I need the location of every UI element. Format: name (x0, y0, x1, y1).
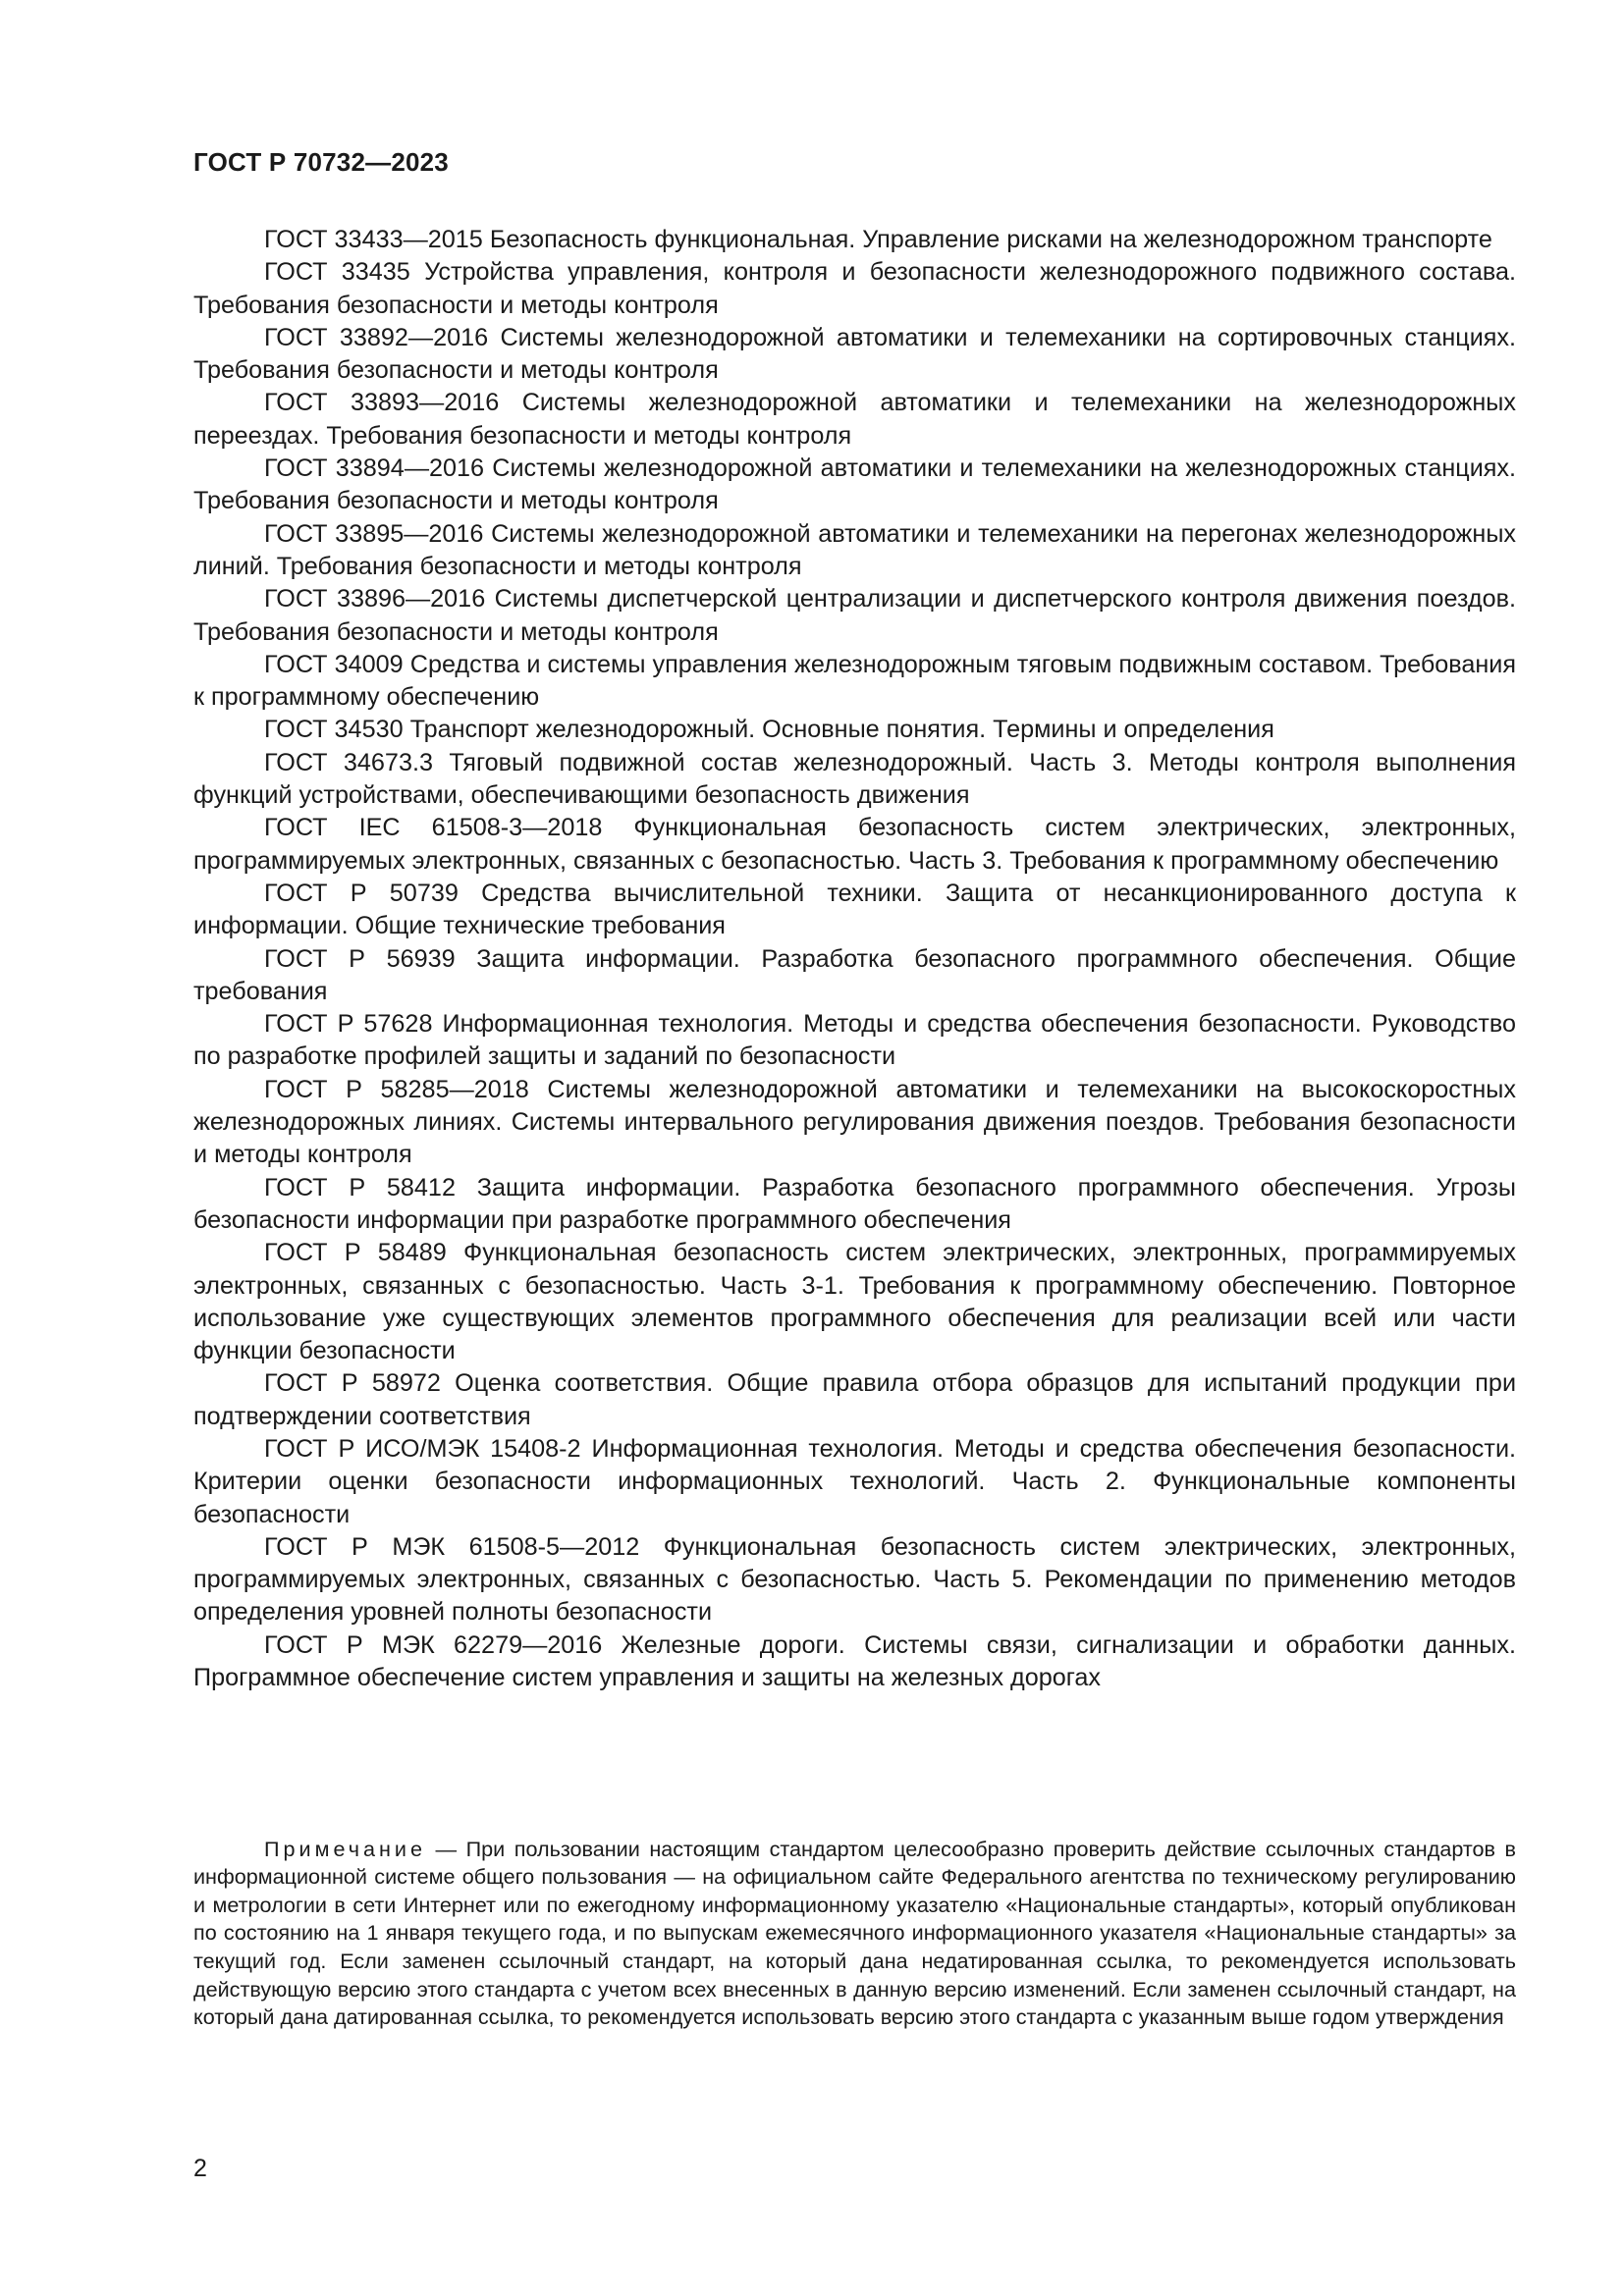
page-number: 2 (193, 2155, 207, 2182)
reference-code: ГОСТ Р 58412 (264, 1173, 456, 1201)
reference-code: ГОСТ Р МЭК 61508-5—2012 (264, 1532, 640, 1561)
reference-item (193, 1531, 1516, 1629)
reference-title: Системы железнодорожной автоматики и телемеханики на перегонах железнодорожных линий. Требования безопасности и методы контроля (193, 519, 1517, 580)
reference-item (193, 322, 1516, 388)
reference-code: ГОСТ 33896—2016 (264, 585, 486, 614)
reference-code: ГОСТ Р 57628 (264, 1010, 433, 1039)
reference-title: Устройства управления, контроля и безопасности железнодорожного подвижного состава. Требования безопасности и методы контроля (193, 258, 1517, 319)
reference-code: ГОСТ Р 58285—2018 (264, 1075, 529, 1103)
normative-references-list (193, 224, 1516, 1694)
reference-title: Средства вычислительной техники. Защита от несанкционированного доступа к информации. Общие технические требования (193, 879, 1517, 940)
reference-title: Системы железнодорожной автоматики и телемеханики на железнодорожных переездах. Требования безопасности и методы контроля (193, 389, 1516, 450)
reference-item (193, 256, 1516, 322)
reference-item (193, 224, 1516, 256)
reference-title: Системы железнодорожной автоматики и телемеханики на высокоскоростных железнодорожных линиях. Системы интервального регулирования движения поездов. Требования безопасности и методы контроля (193, 1075, 1516, 1169)
note-text: — При пользовании настоящим стандартом целесообразно проверить действие ссылочных стандартов в информационной системе общего пользования — на официальном сайте Федерального агентства по техническому регулированию и метрологии в сети Интернет или по ежегодному информационному указателю «Национальные стандарты», который опубликован по состоянию на 1 января текущего года, и по выпускам ежемесячного информационного указателя «Национальные стандарты» за текущий год. Если заменен ссылочный стандарт, на который дана недатированная ссылка, то рекомендуется использовать действующую версию этого стандарта с учетом всех внесенных в данную версию изменений. Если заменен ссылочный стандарт, на который дана датированная ссылка, то рекомендуется использовать версию этого стандарта с указанным выше годом утверждения (193, 1836, 1517, 2030)
reference-title: Защита информации. Разработка безопасного программного обеспечения. Общие требования (193, 944, 1516, 1005)
reference-item (193, 387, 1516, 453)
reference-title: Транспорт железнодорожный. Основные понятия. Термины и определения (409, 716, 1274, 744)
reference-code: ГОСТ Р 50739 (264, 879, 459, 907)
reference-item (193, 878, 1516, 943)
reference-title: Функциональная безопасность систем электрических, электронных, программируемых электронных, связанных с безопасностью. Часть 5. Рекомендации по применению методов определения уровней полноты безопасности (193, 1532, 1517, 1627)
reference-title: Функциональная безопасность систем электрических, электронных, программируемых электронных, связанных с безопасностью. Часть 3-1. Требования к программному обеспечению. Повторное использование уже существующих элементов программного обеспечения для реализации всей или части функции безопасности (193, 1239, 1517, 1365)
reference-code: ГОСТ 33435 (264, 258, 410, 287)
reference-item (193, 583, 1516, 649)
reference-item (193, 1172, 1516, 1238)
reference-title: Безопасность функциональная. Управление рисками на железнодорожном транспорте (489, 226, 1492, 253)
reference-item (193, 1367, 1516, 1433)
reference-code: ГОСТ 34673.3 (264, 748, 433, 776)
reference-title: Железные дороги. Системы связи, сигнализации и обработки данных. Программное обеспечение систем управления и защиты на железных дорогах (193, 1630, 1516, 1692)
reference-title: Системы железнодорожной автоматики и телемеханики на железнодорожных станциях. Требования безопасности и методы контроля (193, 454, 1517, 515)
reference-item (193, 812, 1516, 878)
reference-title: Тяговый подвижной состав железнодорожный. Часть 3. Методы контроля выполнения функций устройствами, обеспечивающими безопасность движения (193, 748, 1516, 810)
reference-title: Информационная технология. Методы и средства обеспечения безопасности. Руководство по разработке профилей защиты и заданий по безопасности (193, 1010, 1517, 1071)
reference-item (193, 714, 1516, 746)
reference-title: Средства и системы управления железнодорожным тяговым подвижным составом. Требования к программному обеспечению (193, 650, 1517, 712)
reference-code: ГОСТ Р 58972 (264, 1369, 441, 1398)
reference-item (193, 747, 1516, 813)
reference-item (193, 1008, 1516, 1074)
reference-code: ГОСТ Р ИСО/МЭК 15408-2 (264, 1434, 581, 1463)
reference-item (193, 1237, 1516, 1367)
reference-item (193, 518, 1516, 584)
reference-code: ГОСТ Р 56939 (264, 944, 456, 973)
reference-title: Информационная технология. Методы и средства обеспечения безопасности. Критерии оценки безопасности информационных технологий. Часть 2. Функциональные компоненты безопасности (193, 1434, 1517, 1528)
reference-title: Защита информации. Разработка безопасного программного обеспечения. Угрозы безопасности информации при разработке программного обеспечения (193, 1173, 1517, 1234)
reference-code: ГОСТ 34530 (264, 716, 404, 744)
reference-title: Системы железнодорожной автоматики и телемеханики на сортировочных станциях. Требования безопасности и методы контроля (193, 323, 1517, 385)
reference-code: ГОСТ Р 58489 (264, 1239, 447, 1267)
reference-title: Функциональная безопасность систем электрических, электронных, программируемых электронных, связанных с безопасностью. Часть 3. Требования к программному обеспечению (193, 814, 1516, 875)
reference-code: ГОСТ 33892—2016 (264, 323, 489, 351)
reference-item (193, 1629, 1516, 1695)
reference-code: ГОСТ 33895—2016 (264, 519, 484, 548)
reference-item (193, 649, 1516, 715)
reference-title: Системы диспетчерской централизации и диспетчерского контроля движения поездов. Требования безопасности и методы контроля (193, 585, 1516, 646)
reference-code: ГОСТ 34009 (264, 650, 404, 678)
reference-item (193, 1433, 1516, 1531)
reference-item (193, 1074, 1516, 1172)
note-label: Примечание (264, 1836, 426, 1861)
reference-item (193, 943, 1516, 1009)
reference-code: ГОСТ 33893—2016 (264, 389, 500, 417)
reference-title: Оценка соответствия. Общие правила отбора образцов для испытаний продукции при подтверждении соответствия (193, 1369, 1517, 1430)
reference-code: ГОСТ 33433—2015 (264, 226, 483, 253)
reference-item (193, 453, 1516, 518)
reference-code: ГОСТ 33894—2016 (264, 454, 485, 483)
document-id-header: ГОСТ Р 70732—2023 (193, 147, 449, 177)
reference-code: ГОСТ Р МЭК 62279—2016 (264, 1630, 603, 1659)
reference-code: ГОСТ IEC 61508-3—2018 (264, 814, 603, 842)
references-note (193, 1836, 1516, 2032)
